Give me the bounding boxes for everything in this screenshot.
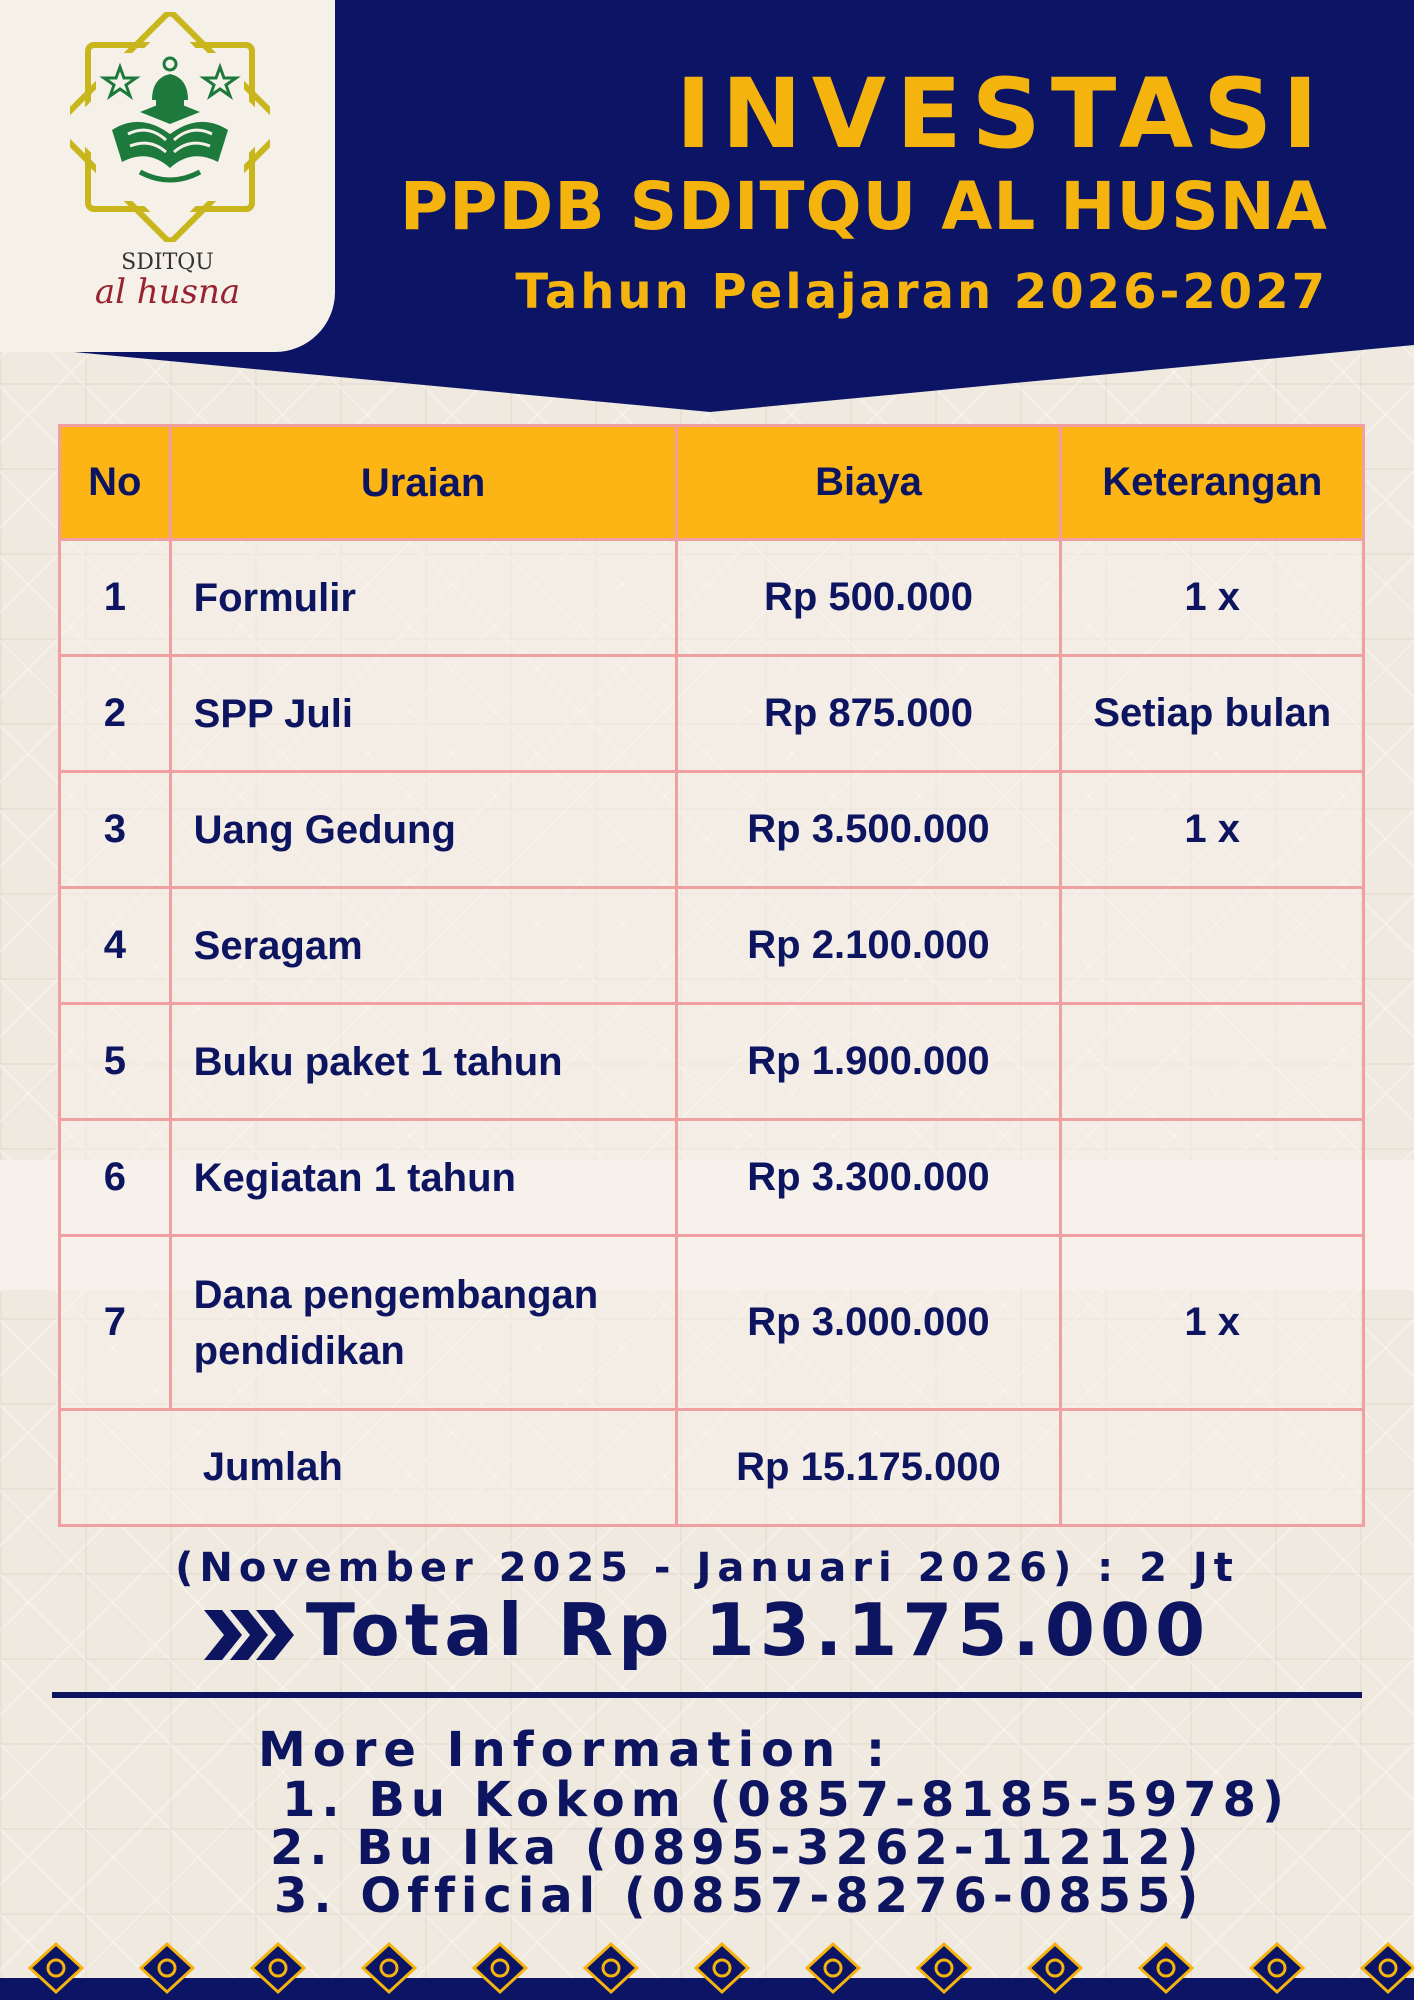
page-title: INVESTASI [675,58,1328,170]
row-uraian: SPP Juli [170,656,676,772]
row-no: 6 [60,1120,171,1236]
row-no: 1 [60,540,171,656]
row-biaya: Rp 3.000.000 [676,1236,1061,1410]
row-keterangan: 1 x [1061,540,1364,656]
row-keterangan [1061,1004,1364,1120]
row-no: 4 [60,888,171,1004]
logo-panel [0,0,335,352]
row-keterangan [1061,888,1364,1004]
row-uraian: Dana pengembangan pendidikan [170,1236,676,1410]
table-header-row [60,426,1364,540]
table-row [60,1004,1364,1120]
more-info-title: More Information : [258,1722,893,1778]
row-no: 2 [60,656,171,772]
table-row [60,1120,1364,1236]
row-keterangan [1061,1120,1364,1236]
academic-year: Tahun Pelajaran 2026-2027 [515,264,1328,320]
logo-school-code: SDITQU [121,250,214,275]
fee-table [58,424,1365,1527]
header-uraian: Uraian [170,426,676,540]
page-subtitle: PPDB SDITQU AL HUSNA [399,168,1328,245]
row-keterangan: 1 x [1061,1236,1364,1410]
row-biaya: Rp 875.000 [676,656,1061,772]
contact-item: 2. Bu Ika (0895-3262-11212) [270,1820,1205,1876]
table-row [60,1236,1364,1410]
row-uraian: Uang Gedung [170,772,676,888]
triple-chevron-icon [204,1610,296,1660]
row-no: 7 [60,1236,171,1410]
row-biaya: Rp 1.900.000 [676,1004,1061,1120]
row-biaya: Rp 500.000 [676,540,1061,656]
total-line [0,1588,1414,1672]
row-uraian: Buku paket 1 tahun [170,1004,676,1120]
ornament-border [0,1938,1414,2000]
total-amount: Total Rp 13.175.000 [305,1588,1211,1672]
contact-item: 1. Bu Kokom (0857-8185-5978) [282,1772,1290,1828]
row-uraian: Kegiatan 1 tahun [170,1120,676,1236]
row-keterangan: 1 x [1061,772,1364,888]
header-keterangan: Keterangan [1061,426,1364,540]
school-logo-icon [70,12,270,242]
row-keterangan: Setiap bulan [1061,656,1364,772]
header-no: No [60,426,171,540]
period-note: (November 2025 - Januari 2026) : 2 Jt [175,1545,1239,1591]
table-row [60,772,1364,888]
row-no: 3 [60,772,171,888]
row-biaya: Rp 2.100.000 [676,888,1061,1004]
row-biaya: Rp 3.300.000 [676,1120,1061,1236]
row-biaya: Rp 3.500.000 [676,772,1061,888]
table-row [60,540,1364,656]
table-row [60,656,1364,772]
contact-item: 3. Official (0857-8276-0855) [274,1868,1205,1924]
row-no: 5 [60,1004,171,1120]
logo-school-name: al husna [94,272,241,312]
header-biaya: Biaya [676,426,1061,540]
row-uraian: Seragam [170,888,676,1004]
jumlah-keterangan [1061,1410,1364,1526]
divider [52,1692,1362,1698]
row-uraian: Formulir [170,540,676,656]
jumlah-value: Rp 15.175.000 [676,1410,1061,1526]
jumlah-label: Jumlah [60,1410,677,1526]
table-total-row [60,1410,1364,1526]
table-row [60,888,1364,1004]
